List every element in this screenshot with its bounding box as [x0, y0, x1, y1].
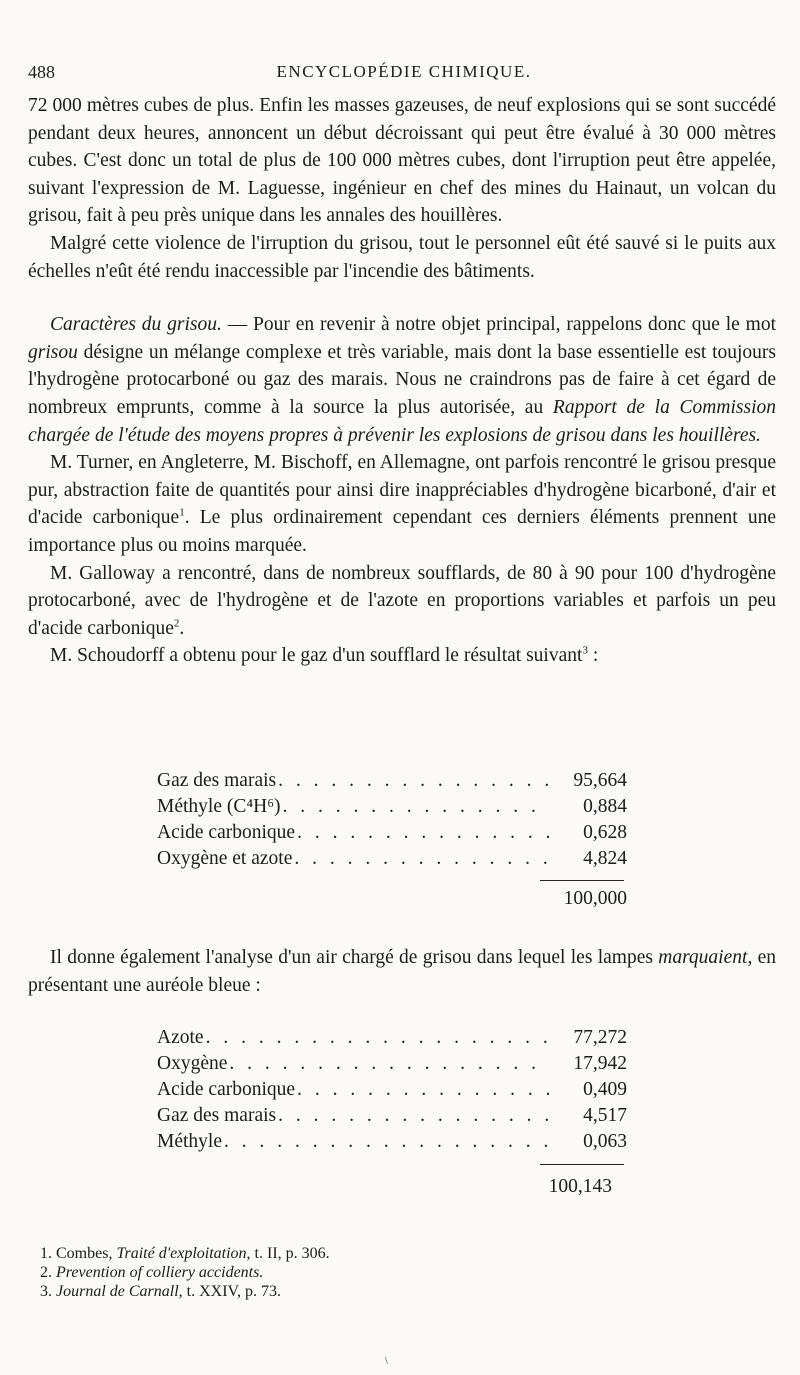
- paragraph-5-text-b: .: [179, 617, 185, 639]
- running-title: ENCYCLOPÉDIE CHIMIQUE.: [276, 62, 532, 81]
- table-row: [157, 1053, 627, 1079]
- leader-dots: [278, 770, 549, 792]
- row-label: Azote: [157, 1027, 204, 1048]
- leader-dots: [297, 1079, 549, 1101]
- leader-dots: [294, 848, 549, 870]
- footnote-2-title: Prevention of colliery accidents.: [56, 1264, 264, 1281]
- page-number: 488: [28, 62, 55, 82]
- footnote-1-title: Traité d'exploitation: [116, 1245, 247, 1262]
- gas-analysis-table-2: [157, 1027, 627, 1157]
- sum-rule-2: [540, 1164, 624, 1165]
- stray-mark: \: [385, 1356, 388, 1367]
- footnotes: [40, 1244, 640, 1301]
- paragraph-5: [28, 560, 776, 643]
- sum-rule-1: [540, 880, 624, 881]
- row-label: Oxygène: [157, 1053, 228, 1074]
- body-text: [28, 92, 776, 670]
- row-value: 95,664: [573, 770, 627, 791]
- table-row: [157, 822, 627, 848]
- footnote-ref-2: 2: [173, 617, 180, 630]
- table-row: [157, 1131, 627, 1157]
- footnote-ref-3: 3: [582, 644, 588, 657]
- term-marquaient: marquaient: [658, 947, 748, 968]
- row-value: 77,272: [573, 1027, 627, 1048]
- paragraph-4: [28, 449, 776, 559]
- paragraph-3-text-a: — Pour en revenir à notre objet principal, rappelons donc que le mot: [221, 314, 776, 336]
- page-header: [28, 62, 780, 90]
- footnote-2-number: 2.: [40, 1264, 56, 1281]
- table-row: [157, 1027, 627, 1053]
- paragraph-6: [28, 642, 776, 670]
- leader-dots: [297, 822, 549, 844]
- footnote-ref-1: 1: [179, 506, 185, 519]
- row-value: 0,884: [583, 796, 627, 817]
- table-row: [157, 796, 627, 822]
- row-value: 0,628: [583, 822, 627, 843]
- table-1-total: 100,000: [563, 888, 627, 909]
- leader-dots: [229, 1053, 549, 1075]
- row-label: Méthyle: [157, 1131, 222, 1152]
- row-value: 4,824: [583, 848, 627, 869]
- footnote-3-title: Journal de Carnall: [56, 1283, 179, 1300]
- paragraph-6-text-b: :: [587, 645, 599, 667]
- row-label: Acide carbonique: [157, 822, 296, 843]
- table-row: [157, 1105, 627, 1131]
- footnote-3-number: 3.: [40, 1283, 56, 1300]
- leader-dots: [206, 1027, 549, 1049]
- row-label: Méthyle (C⁴H⁶): [157, 796, 281, 817]
- paragraph-6-text-a: M. Schoudorff a obtenu pour le gaz d'un soufflard le résultat suivant: [50, 645, 583, 667]
- paragraph-7: [28, 944, 776, 999]
- paragraph-4-text-a: M. Turner, en Angleterre, M. Bischoff, en Allemagne, ont parfois rencontré le grisou presque pur, abstraction faite de quantités pour ainsi dire inappréciables d'hydrogène bicarboné, d'air et d'acide carbonique: [28, 452, 776, 529]
- footnote-3: [40, 1282, 640, 1301]
- row-label: Gaz des marais: [157, 1105, 277, 1126]
- row-value: 17,942: [573, 1053, 627, 1074]
- footnote-1: [40, 1244, 640, 1263]
- term-grisou: grisou: [28, 341, 78, 363]
- footnote-1-number: 1. Combes,: [40, 1245, 117, 1262]
- gas-analysis-table-1: [157, 770, 627, 874]
- table-row: [157, 1079, 627, 1105]
- footnote-3-ref: , t. XXIV, p. 73.: [178, 1283, 282, 1300]
- paragraph-2: Malgré cette violence de l'irruption du grisou, tout le personnel eût été sauvé si le puits aux échelles n'eût été rendu inaccessible par l'incendie des bâtiments.: [28, 232, 776, 282]
- row-value: 0,409: [583, 1079, 627, 1100]
- footnote-2: [40, 1263, 640, 1282]
- table-2-total: 100,143: [548, 1176, 612, 1197]
- paragraph-3-text-b: désigne un mélange complexe et très variable, mais dont la base essentielle est toujours l'hydrogène protocarboné ou gaz des marais. Nous ne craindrons pas de faire à cet égard de nombreux emprunts, comme à la source la plus autorisée, au: [28, 341, 776, 418]
- paragraph-3: [28, 311, 776, 449]
- paragraph-1: 72 000 mètres cubes de plus. Enfin les masses gazeuses, de neuf explosions qui se sont succédé pendant deux heures, annoncent un début décroissant qui peut être évalué à 30 000 mètres cubes. C'est donc un total de plus de 100 000 mètres cubes, dont l'irruption peut être appelée, suivant l'expression de M. Laguesse, ingénieur en chef des mines du Hainaut, un volcan du grisou, fait à peu près unique dans les annales des houillères.: [28, 95, 776, 227]
- leader-dots: [283, 796, 549, 818]
- paragraph-5-text-a: M. Galloway a rencontré, dans de nombreux soufflards, de 80 à 90 pour 100 d'hydrogène protocarboné, avec de l'hydrogène et de l'azote en proportions variables et parfois un peu d'acide carbonique: [28, 562, 776, 639]
- paragraph-7-text-a: Il donne également l'analyse d'un air chargé de grisou dans lequel les lampes: [50, 947, 659, 968]
- table-row: [157, 770, 627, 796]
- table-row: [157, 848, 627, 874]
- row-label: Acide carbonique: [157, 1079, 296, 1100]
- row-label: Oxygène et azote: [157, 848, 293, 869]
- footnote-1-ref: , t. II, p. 306.: [246, 1245, 330, 1262]
- report-title: Rapport de la Commission chargée de l'étude des moyens propres à prévenir les explosions de grisou dans les houillères.: [28, 396, 776, 446]
- paragraph-4-text-b: . Le plus ordinairement cependant ces derniers éléments prennent une importance plus ou moins marquée.: [28, 507, 776, 556]
- leader-dots: [224, 1131, 549, 1153]
- row-value: 4,517: [583, 1105, 627, 1126]
- row-value: 0,063: [583, 1131, 627, 1152]
- row-label: Gaz des marais: [157, 770, 277, 791]
- section-heading: Caractères du grisou.: [50, 314, 222, 336]
- leader-dots: [278, 1105, 549, 1127]
- paragraph-7-text-b: , en présentant une auréole bleue :: [28, 947, 777, 996]
